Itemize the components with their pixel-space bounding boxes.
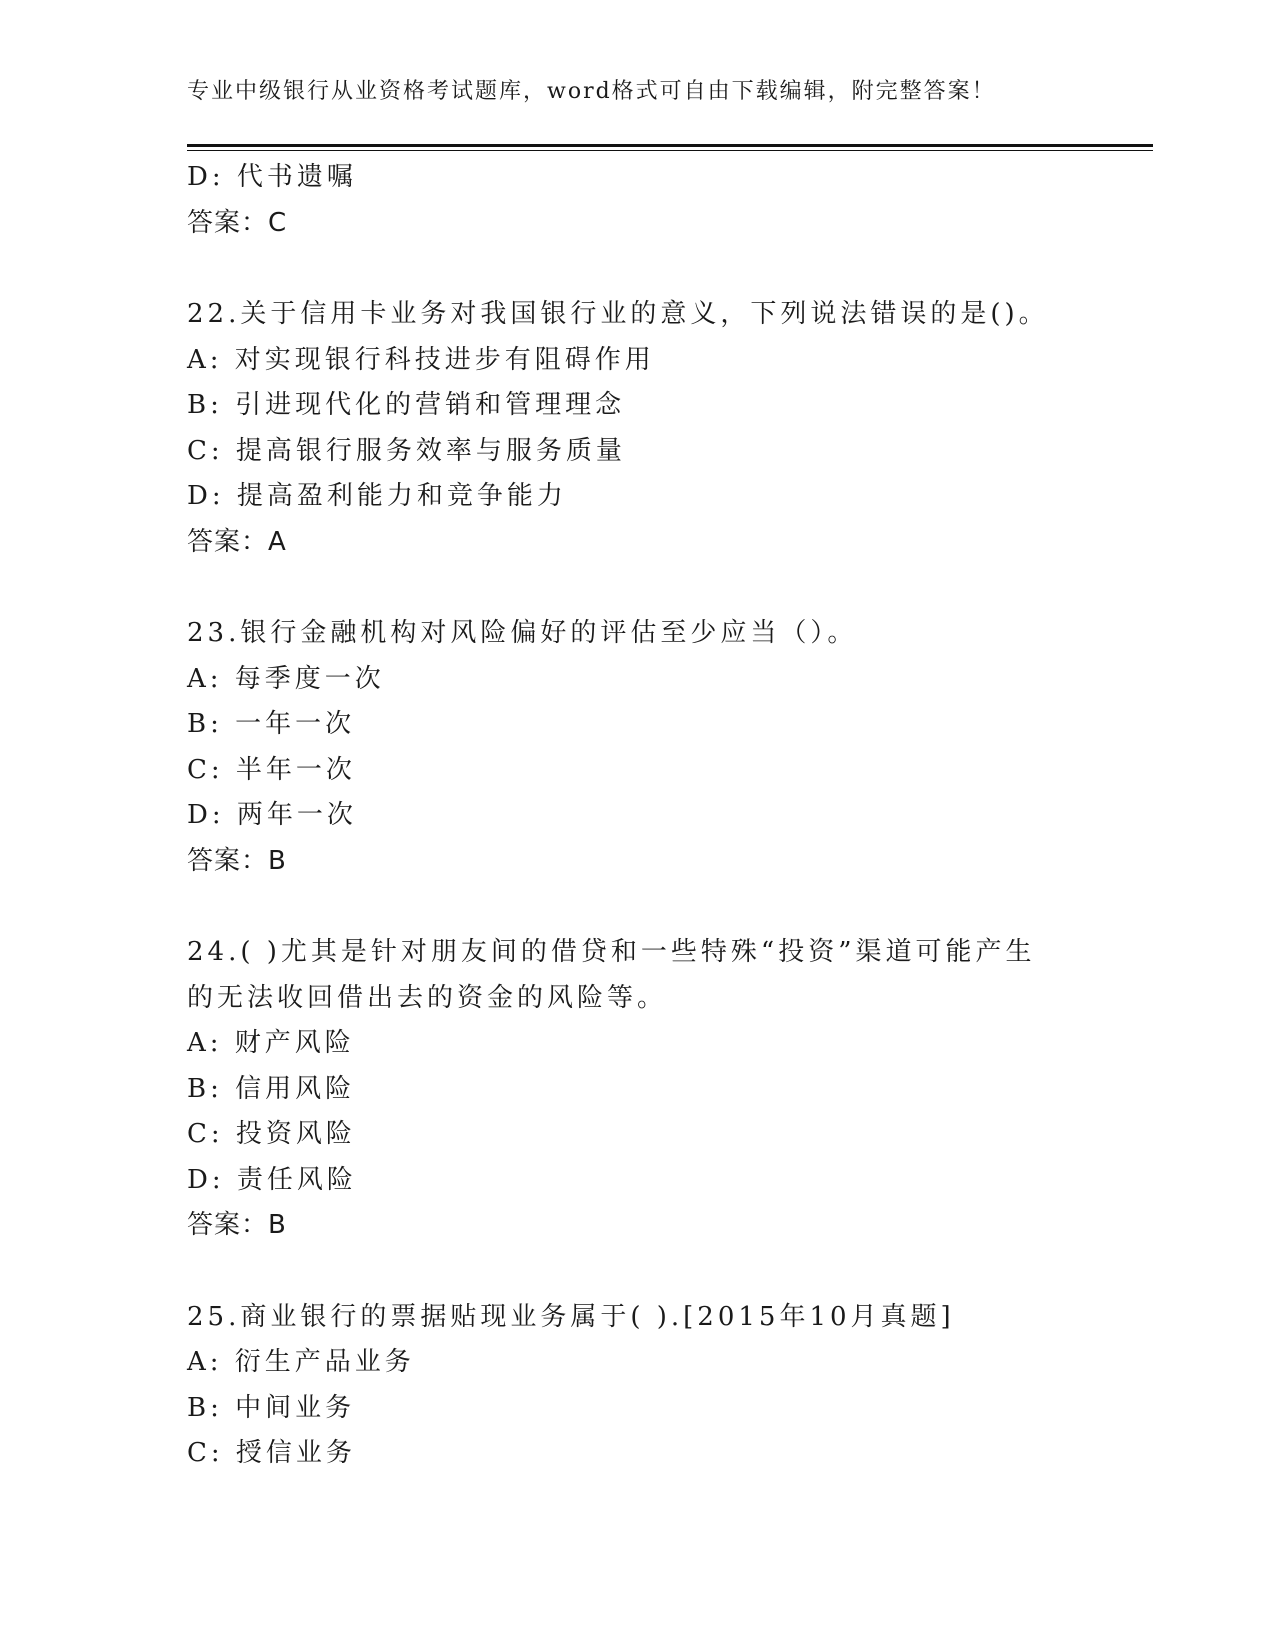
- answer: 答案：B: [187, 845, 287, 876]
- spacer: [187, 565, 1087, 611]
- question-block-25: [187, 1295, 1087, 1477]
- answer: 答案：B: [187, 1210, 287, 1240]
- option-d: D: 两年一次: [187, 800, 357, 830]
- question-block-23: [187, 611, 1087, 884]
- header-rule-thick: [187, 144, 1153, 147]
- question-stem: 25.商业银行的票据贴现业务属于( ).[2015年10月真题]: [187, 1301, 955, 1332]
- option-a: A: 财产风险: [187, 1028, 355, 1058]
- question-stem: 22.关于信用卡业务对我国银行业的意义，下列说法错误的是()。: [187, 299, 1049, 329]
- spacer: [187, 246, 1087, 292]
- question-list: [187, 155, 1087, 1477]
- question-stem-line-1: 24.( )尤其是针对朋友间的借贷和一些特殊“投资”渠道可能产生: [187, 937, 1036, 967]
- option-c: C: 半年一次: [187, 754, 356, 785]
- spacer: [187, 1249, 1087, 1295]
- q21-answer: 答案：C: [187, 207, 288, 238]
- option-b: B: 引进现代化的营销和管理理念: [187, 390, 626, 420]
- header-rule-thin: [187, 150, 1153, 151]
- question-block-24: [187, 930, 1087, 1249]
- option-a: A: 衍生产品业务: [187, 1347, 415, 1377]
- option-a: A: 对实现银行科技进步有阻碍作用: [187, 344, 655, 375]
- answer: 答案：A: [187, 526, 287, 557]
- q21-option-d: D: 代书遗嘱: [187, 162, 357, 192]
- option-c: C: 投资风险: [187, 1119, 356, 1149]
- question-block-22: [187, 292, 1087, 565]
- option-d: D: 提高盈利能力和竞争能力: [187, 481, 567, 511]
- question-stem: 23.银行金融机构对风险偏好的评估至少应当（）。: [187, 618, 858, 648]
- option-a: A: 每季度一次: [187, 663, 385, 694]
- option-b: B: 中间业务: [187, 1392, 356, 1423]
- spacer: [187, 884, 1087, 930]
- option-b: B: 信用风险: [187, 1073, 356, 1104]
- option-d: D: 责任风险: [187, 1164, 357, 1195]
- option-c: C: 授信业务: [187, 1438, 356, 1468]
- option-b: B: 一年一次: [187, 709, 356, 739]
- question-stem-line-2: 的无法收回借出去的资金的风险等。: [187, 982, 668, 1013]
- page-header: 专业中级银行从业资格考试题库，word格式可自由下载编辑，附完整答案！: [187, 79, 996, 104]
- option-c: C: 提高银行服务效率与服务质量: [187, 435, 626, 466]
